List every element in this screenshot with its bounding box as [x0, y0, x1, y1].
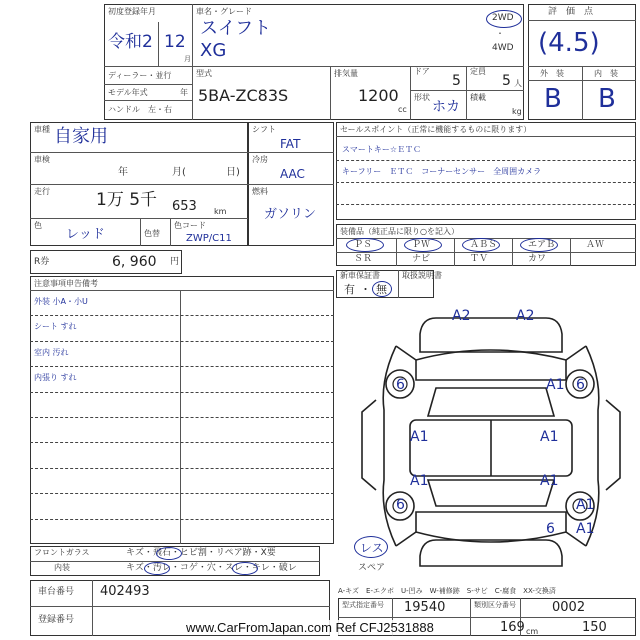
damage-mark: A1	[546, 377, 565, 393]
recycle-unit: 円	[170, 257, 180, 267]
tyre-note: レス	[360, 541, 384, 555]
equipment-item: ＰＷ	[412, 240, 431, 250]
length-value: 169	[500, 620, 525, 635]
chassis-value: 402493	[100, 584, 150, 599]
width-value: 150	[582, 620, 607, 635]
cert-value: 19540	[404, 600, 446, 615]
first-reg-month-unit: 月	[184, 55, 191, 63]
car-name-label: 車名・グレード	[196, 7, 252, 16]
windshield-hit-circle	[156, 547, 182, 560]
equipment-label: 装備品（純正品に限り○を記入）	[340, 227, 459, 236]
inspection-year: 年	[118, 167, 128, 178]
car-name: スイフト	[200, 18, 272, 39]
color-code: ZWP/C11	[186, 233, 232, 244]
sales-point-1: スマートキー☆ＥＴＣ	[342, 145, 422, 154]
equipment-item: ＡＢＳ	[470, 240, 498, 250]
legend: A-キズ E-エクボ U-凹み W-補修跡 S-サビ C-腐食 XX-交換済	[338, 587, 556, 595]
note-line: シート すれ	[34, 322, 77, 332]
damage-mark: A1	[576, 497, 595, 513]
equipment-circle	[520, 238, 558, 252]
cert-label: 型式指定番号	[342, 601, 384, 609]
shape: ホカ	[432, 99, 460, 115]
drive-sep: ・	[496, 29, 504, 38]
damage-mark: 6	[396, 497, 405, 513]
sales-point-2: キーフリー ＥＴＣ コーナーセンサー 全周囲カメラ	[342, 167, 542, 176]
fuel-label: 燃料	[252, 187, 268, 196]
mileage-label: 走行	[34, 187, 50, 196]
drive-4wd: 4WD	[492, 43, 514, 53]
first-reg-label: 初度登録年月	[108, 7, 156, 16]
interior-cond-label: 内装	[54, 563, 70, 572]
exterior-score: B	[544, 84, 562, 114]
color-value: レッド	[66, 227, 105, 242]
ac-label: 冷房	[252, 155, 268, 164]
recycle-value: 6, 960	[112, 254, 157, 270]
displacement-label: 排気量	[334, 69, 358, 78]
header-box	[104, 4, 524, 120]
capacity-label: 定員	[470, 67, 486, 76]
mileage-unit: km	[214, 207, 227, 216]
grade: XG	[200, 40, 227, 61]
shift-value: FAT	[280, 137, 301, 151]
equipment-item: ＰＳ	[354, 240, 373, 250]
manual-label: 取扱説明書	[402, 271, 442, 280]
windshield-label: フロントガラス	[34, 548, 90, 557]
displacement-unit: cc	[398, 105, 407, 114]
handle-label: ハンドル 左・右	[108, 105, 172, 114]
equipment-item: カワ	[528, 254, 547, 264]
fuel-value: ガソリン	[264, 207, 317, 222]
rating-label: 評 価 点	[548, 7, 594, 17]
model-type-label: 型式	[196, 69, 212, 78]
inspection-label: 車検	[34, 155, 50, 164]
interior-stain-circle	[144, 562, 170, 575]
color-label: 色	[34, 221, 42, 230]
equipment-item: ＡＷ	[586, 240, 605, 250]
warranty-label: 新車保証書	[340, 271, 380, 280]
model-year-unit: 年	[180, 88, 188, 97]
warranty-no: 無	[376, 283, 387, 296]
ac-value: AAC	[280, 167, 305, 181]
damage-mark: A1	[540, 473, 559, 489]
rating-score: (4.5)	[538, 28, 600, 58]
load-unit: kg	[512, 107, 522, 116]
warranty-yes: 有	[344, 283, 355, 296]
damage-mark: A2	[516, 308, 535, 324]
door-label: ドア	[414, 67, 430, 76]
note-line: 外装 小A・小U	[34, 297, 88, 306]
interior-score: B	[598, 84, 616, 114]
chassis-label: 車台番号	[38, 587, 75, 597]
damage-mark: 6	[396, 377, 405, 393]
damage-mark: 6	[546, 521, 555, 537]
note-line: 内張り すれ	[34, 373, 77, 383]
capacity: 5	[502, 73, 511, 89]
inspection-month: 月(	[172, 167, 186, 178]
interior-label: 内 装	[594, 69, 618, 78]
displacement: 1200	[358, 86, 399, 105]
model-year-label: モデル年式	[108, 88, 148, 97]
doors: 5	[452, 73, 461, 89]
first-reg-month: 12	[164, 32, 186, 52]
equipment-circle	[462, 238, 500, 252]
first-reg-era: 令和2	[108, 32, 153, 52]
spare-label: スペア	[358, 563, 386, 573]
windshield-options: キズ・飛石・ヒビ割・リペア跡・X要	[126, 548, 276, 558]
damage-mark: A2	[452, 308, 471, 324]
color-change-label: 色替	[144, 229, 160, 238]
class-label: 類別区分番号	[474, 601, 516, 609]
equipment-circle	[404, 238, 442, 252]
exterior-label: 外 装	[540, 69, 564, 78]
damage-mark: A1	[540, 429, 559, 445]
damage-mark: A1	[410, 429, 429, 445]
type-value: 自家用	[54, 126, 108, 147]
class-value: 0002	[552, 600, 586, 615]
recycle-box	[30, 250, 182, 274]
mileage-hw: 1万 5千	[96, 190, 158, 210]
load-label: 積載	[470, 93, 486, 102]
warranty-sep: ・	[360, 283, 371, 296]
shift-label: シフト	[252, 125, 276, 134]
interior-options: キズ・汚レ・コゲ・穴・スレ・キレ・破レ	[126, 563, 297, 573]
damage-mark: A1	[576, 521, 595, 537]
interior-scuff-circle	[232, 562, 258, 575]
mileage-digits: 653	[172, 199, 197, 214]
equipment-circle	[346, 238, 384, 252]
tyre-note-circle	[354, 536, 388, 558]
model-type: 5BA-ZC83S	[198, 86, 289, 105]
drive-2wd: 2WD	[492, 13, 514, 23]
equipment-item: ＳＲ	[354, 254, 373, 264]
sales-points-label: セールスポイント（正常に機能するものに限ります）	[340, 125, 532, 134]
shape-label: 形状	[414, 93, 430, 102]
watermark: www.CarFromJapan.com Ref CFJ2531888	[186, 620, 434, 635]
capacity-unit: 人	[514, 79, 522, 88]
damage-mark: 6	[576, 377, 585, 393]
dealer-label: ディーラー・並行	[108, 71, 172, 80]
inspection-day: 日)	[226, 167, 240, 178]
equipment-item: ＴＶ	[470, 254, 489, 264]
equipment-item: ナビ	[412, 254, 431, 264]
warranty-no-circle	[372, 281, 392, 297]
type-label: 車種	[34, 125, 50, 134]
recycle-label: R券	[34, 257, 50, 267]
note-line: 室内 汚れ	[34, 347, 69, 357]
notes-label: 注意事項申告備考	[34, 279, 98, 288]
damage-mark: A1	[410, 473, 429, 489]
color-code-label: 色コード	[174, 221, 206, 230]
equipment-item: エアＢ	[528, 240, 556, 250]
length-unit: cm	[526, 627, 539, 636]
reg-label: 登録番号	[38, 615, 75, 625]
